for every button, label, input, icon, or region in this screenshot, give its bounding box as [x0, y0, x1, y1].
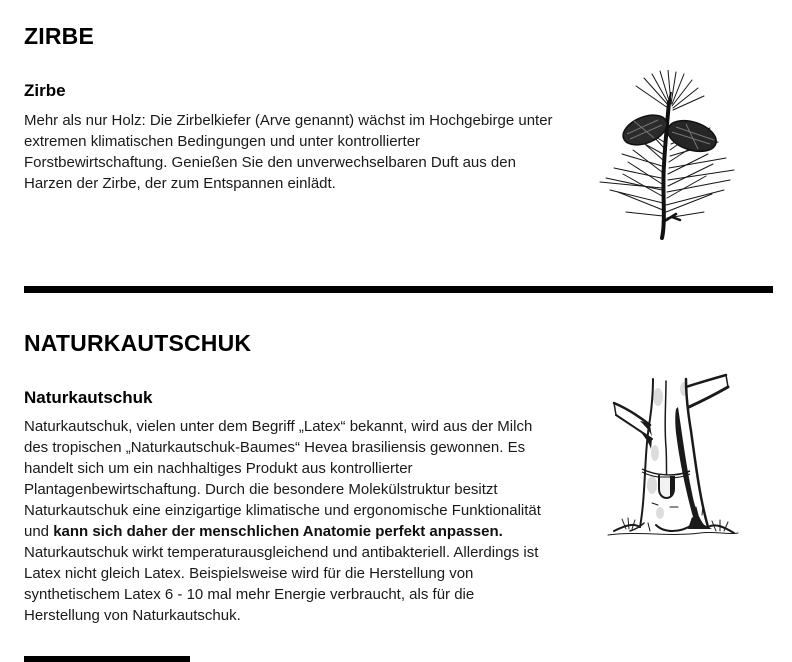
- paragraph-text-bold: kann sich daher der menschlichen Anatomie perfekt anpassen.: [53, 523, 503, 540]
- paragraph-text-normal: Naturkautschuk, vielen unter dem Begriff „Latex“ bekannt, wird aus der Milch des tropischen „Naturkautschuk-Baumes“ Hevea brasiliensis gewonnen. Es handelt sich um ein nachhaltiges Produkt aus kontrollierter Plantagenbewirtschaftung. Durch die besondere Molekülstruktur besitzt Naturkautschuk eine einzigartige klimatische und ergonomische Funktionalität und: [24, 418, 541, 540]
- section-divider: [24, 286, 773, 293]
- naturkautschuk-subtitle: Naturkautschuk: [24, 388, 153, 407]
- pine-branch-illustration: [588, 70, 740, 240]
- zirbe-section-title: ZIRBE: [24, 23, 94, 49]
- naturkautschuk-paragraph: [24, 416, 554, 626]
- partial-bottom-divider: [24, 656, 190, 662]
- rubber-tree-svg: [600, 373, 742, 543]
- tree-base: [608, 506, 738, 535]
- tree-trunk: [614, 375, 728, 527]
- paragraph-text-normal: Naturkautschuk wirkt temperaturausgleichend und antibakteriell. Allerdings ist Latex nicht gleich Latex. Beispielsweise wird für die Herstellung von synthetischem Latex 6 - 10 mal mehr Energie verbraucht, als für die Herstellung von Naturkautschuk.: [24, 544, 539, 624]
- zirbe-paragraph: Mehr als nur Holz: Die Zirbelkiefer (Arve genannt) wächst im Hochgebirge unter extremen klimatischen Bedingungen und unter kontrollierter Forstbewirtschaftung. Genießen Sie den unverwechselbaren Duft aus den Harzen der Zirbe, der zum Entspannen einlädt.: [24, 112, 553, 192]
- pine-branch-svg: [588, 70, 740, 240]
- naturkautschuk-section-title: NATURKAUTSCHUK: [24, 330, 252, 356]
- zirbe-subtitle: Zirbe: [24, 81, 66, 100]
- rubber-tree-illustration: [600, 373, 742, 543]
